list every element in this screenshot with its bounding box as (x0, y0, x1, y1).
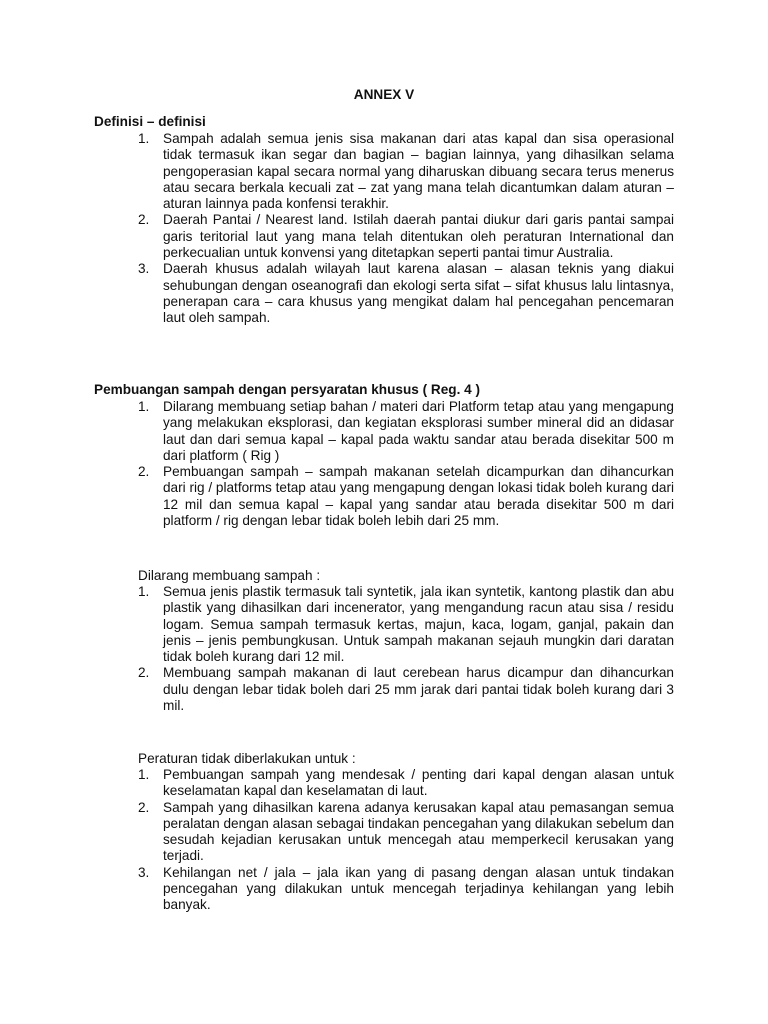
list-item-text: Dilarang membuang setiap bahan / materi dari Platform tetap atau yang mengapung yang melakukan eksplorasi, dan kegiatan eksplorasi sumber mineral did an didasar laut dan dari semua kapal – kapal pada waktu sandar atau berada disekitar 500 m dari platform ( Rig ) (163, 399, 674, 463)
list-item-text: Sampah adalah semua jenis sisa makanan dari atas kapal dan sisa operasional tidak termasuk ikan segar dan bagian – bagian lainnya, yang dihasilkan selama pengoperasian kapal secara normal yang diharuskan dibuang secara terus menerus atau secara berkala kecuali zat – zat yang mana telah dicantumkan dalam aturan – aturan lainnya pada konfensi terakhir. (163, 131, 674, 212)
section-heading-definitions: Definisi – definisi (94, 114, 206, 129)
list-item-number: 1. (138, 399, 150, 414)
list-item (138, 665, 674, 714)
list-item-number: 2. (138, 799, 150, 815)
list-item-text: Pembuangan sampah – sampah makanan setelah dicampurkan dan dihancurkan dari rig / platforms tetap atau yang mengapung dengan lokasi tidak boleh kurang dari 12 mil dan semua kapal – kapal yang sandar atau berada disekitar 500 m dari platform / rig dengan lebar tidak boleh lebih dari 25 mm. (163, 464, 674, 529)
list-item-text: Semua jenis plastik termasuk tali syntetik, jala ikan syntetik, kantong plastik dan abu plastik yang dihasilkan dari incenerator, yang mengandung racun atau sisa / residu logam. Semua sampah termasuk kertas, majun, kaca, logam, ganjal, pakain dan jenis – jenis pembungkusan. Untuk sampah makanan sejauh mungkin dari daratan tidak boleh kurang dari 12 mil. (163, 584, 674, 665)
prohibited-disposal-intro: Dilarang membuang sampah : (138, 568, 321, 583)
list-item-number: 3. (138, 864, 150, 880)
list-item-number: 3. (138, 261, 150, 277)
page-title: ANNEX V (353, 87, 415, 102)
list-item (138, 865, 674, 914)
list-item-number: 2. (138, 665, 150, 681)
list-item-text: Daerah Pantai / Nearest land. Istilah daerah pantai diukur dari garis pantai sampai garis teritorial laut yang mana telah ditentukan oleh peraturan International dan perkecualian untuk konvensi yang ditetapkan seperti pantai timur Australia. (163, 212, 674, 261)
definitions-list (138, 131, 674, 327)
list-item-text: Kehilangan net / jala – jala ikan yang di pasang dengan alasan untuk tindakan pencegahan yang dilakukan untuk mencegah terjadinya kehilangan yang lebih banyak. (163, 864, 674, 913)
list-item (138, 261, 674, 326)
special-disposal-list (138, 399, 674, 529)
list-item-text: Pembuangan sampah yang mendesak / penting dari kapal dengan alasan untuk keselamatan kapal dan keselamatan di laut. (163, 767, 674, 799)
list-item (138, 131, 674, 212)
list-item (138, 212, 674, 261)
list-item-number: 1. (138, 767, 150, 782)
list-item (138, 464, 674, 529)
list-item-number: 1. (138, 584, 150, 599)
prohibited-disposal-list (138, 584, 674, 714)
list-item-text: Membuang sampah makanan di laut cerebean harus dicampur dan dihancurkan dulu dengan lebar tidak boleh dari 25 mm jarak dari pantai tidak boleh kurang dari 3 mil. (163, 665, 674, 714)
list-item (138, 767, 674, 800)
list-item-number: 2. (138, 212, 150, 228)
exceptions-list (138, 767, 674, 914)
list-item (138, 399, 674, 464)
list-item-text: Daerah khusus adalah wilayah laut karena alasan – alasan teknis yang diakui sehubungan dengan oseanografi dan ekologi serta sifat – sifat khusus lalu lintasnya, penerapan cara – cara khusus yang mengikat dalam hal pencegahan pencemaran laut oleh sampah. (163, 261, 674, 326)
list-item-number: 2. (138, 464, 150, 480)
list-item-number: 1. (138, 131, 150, 146)
list-item (138, 584, 674, 665)
list-item-text: Sampah yang dihasilkan karena adanya kerusakan kapal atau pemasangan semua peralatan dengan alasan sebagai tindakan pencegahan yang dilakukan sebelum dan sesudah kejadian kerusakan untuk mencegah atau memperkecil kerusakan yang terjadi. (163, 799, 674, 864)
section-heading-special-disposal: Pembuangan sampah dengan persyaratan khusus ( Reg. 4 ) (94, 382, 481, 397)
list-item (138, 800, 674, 865)
exceptions-intro: Peraturan tidak diberlakukan untuk : (138, 751, 356, 766)
